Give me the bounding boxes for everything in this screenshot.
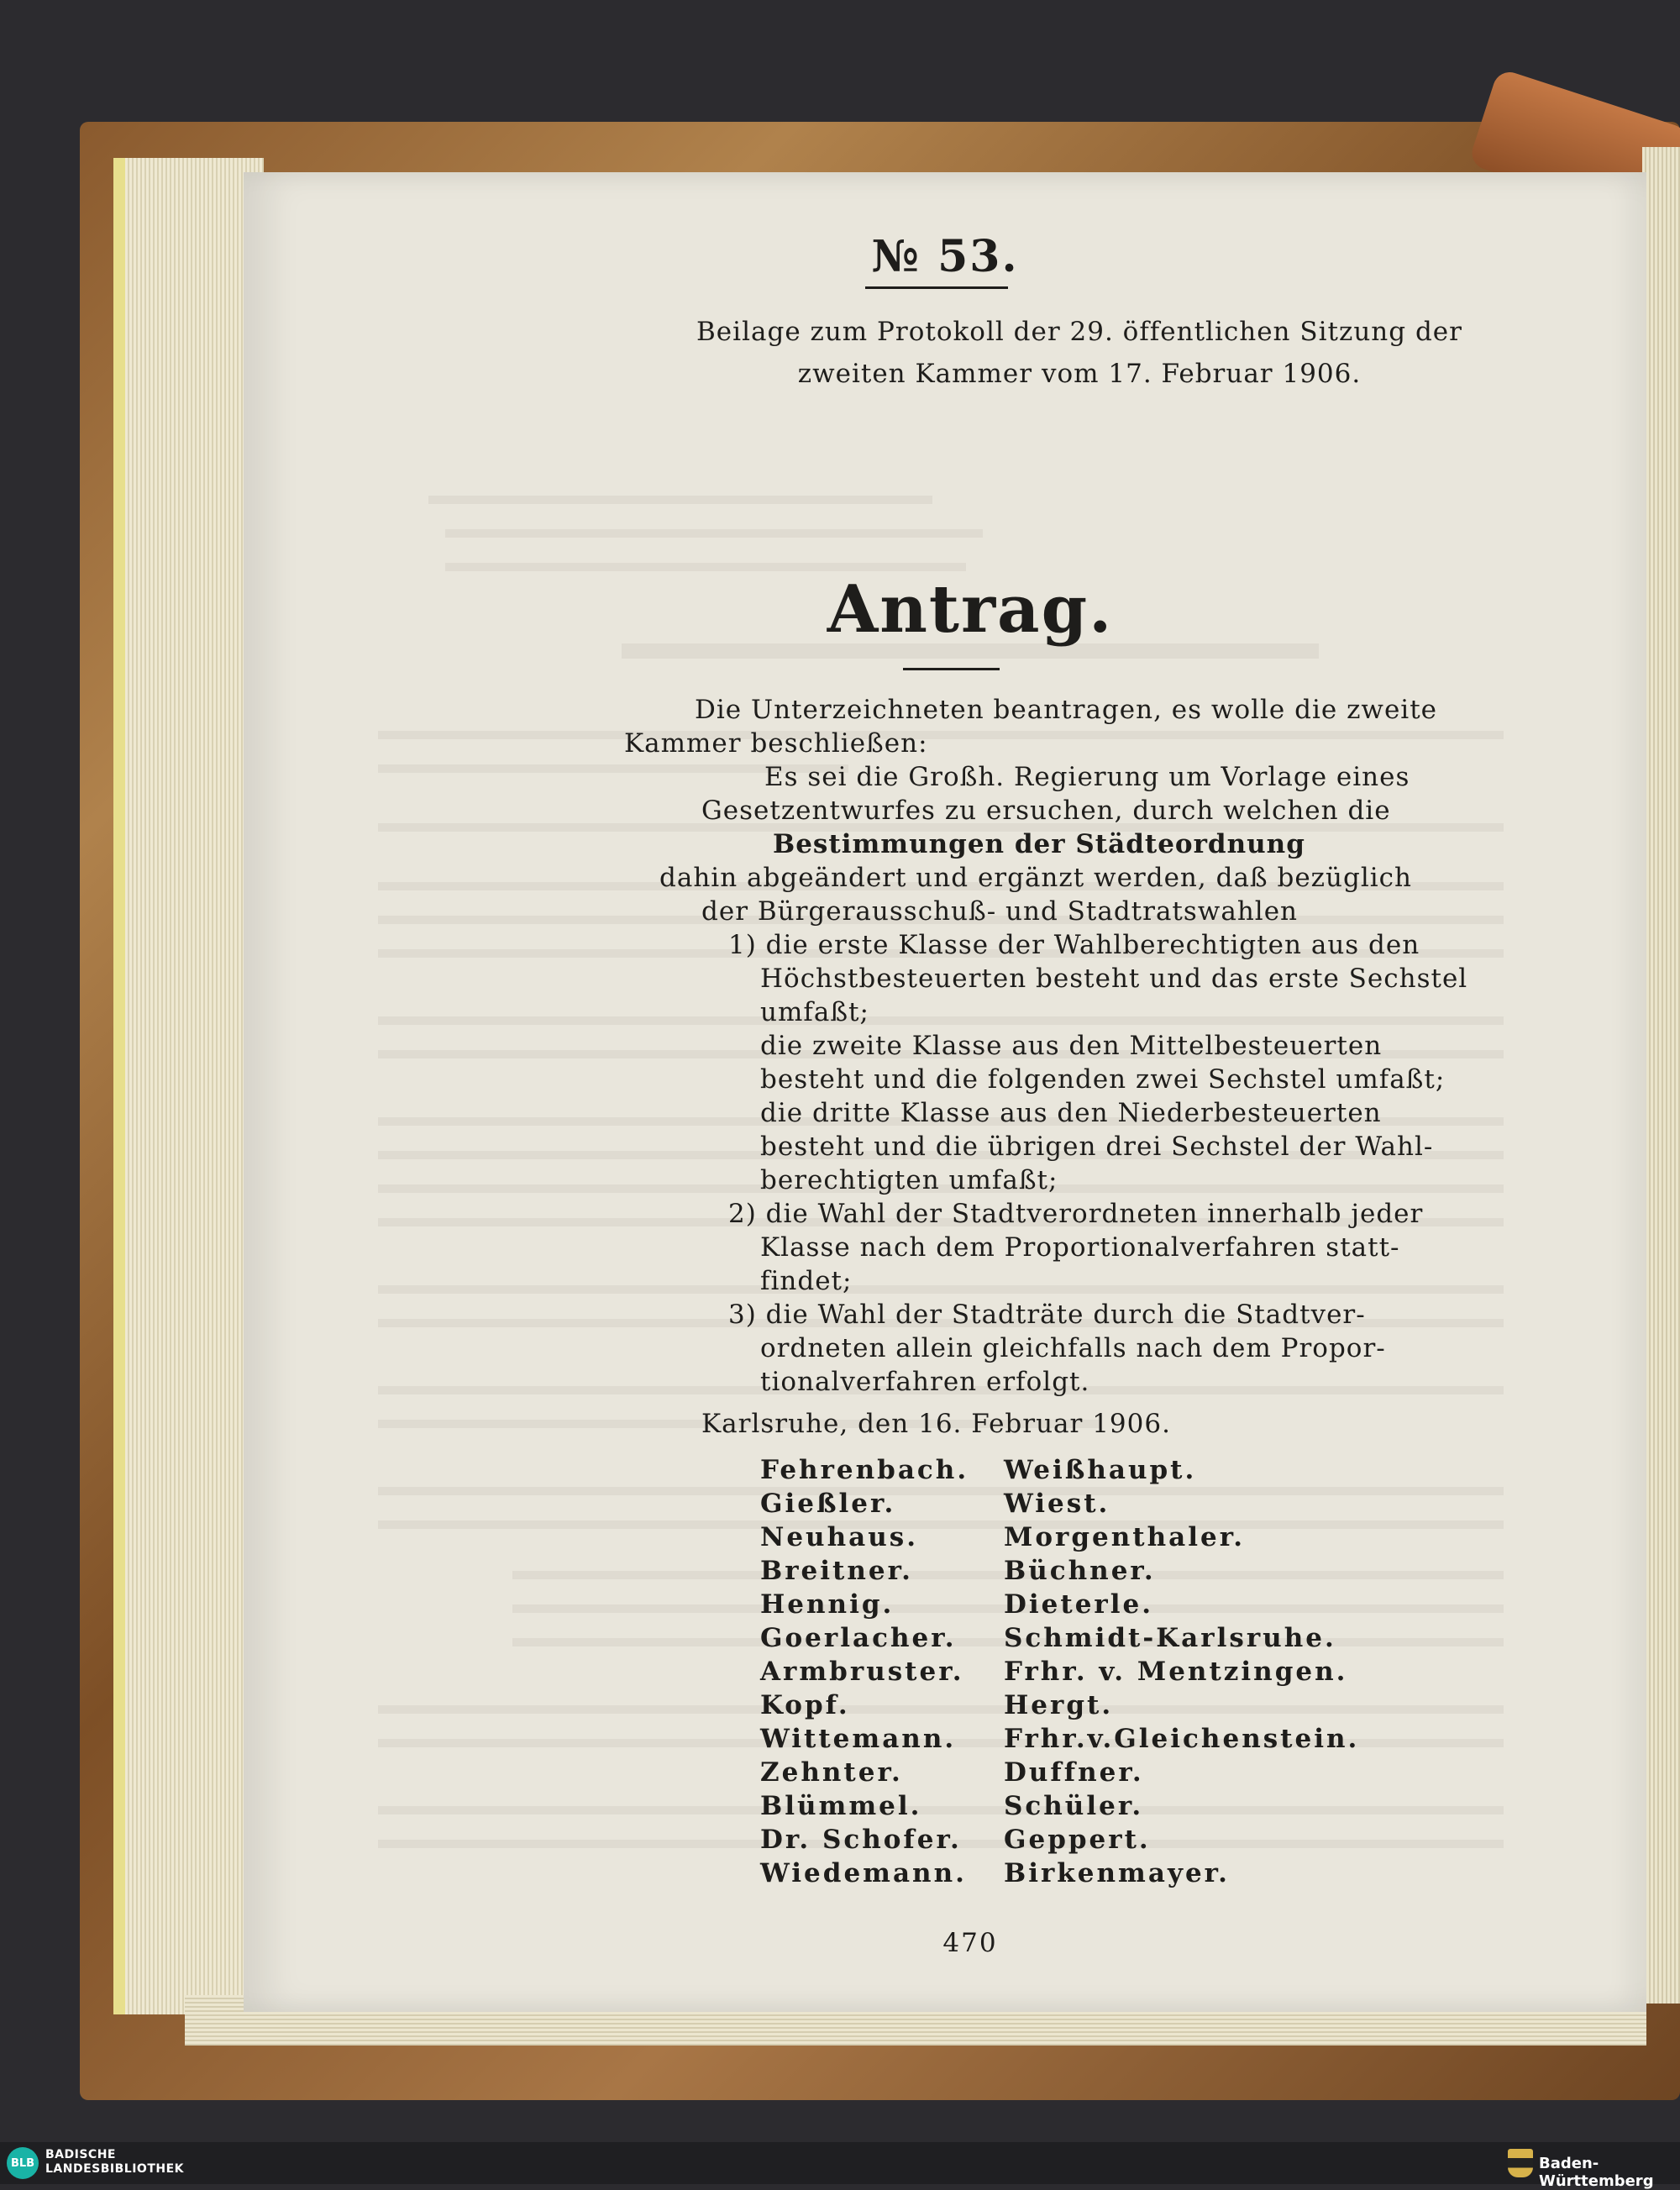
body-line: dahin abgeändert und ergänzt werden, daß bezüglich	[659, 863, 1412, 893]
library-name-line: BADISCHE	[45, 2148, 116, 2161]
body-line: 3) die Wahl der Stadträte durch die Stadtver-	[728, 1300, 1366, 1330]
body-line: Bestimmungen der Städteordnung	[773, 829, 1305, 859]
signatory-right: Frhr.v.Gleichenstein.	[1004, 1724, 1360, 1754]
signatory-right: Morgenthaler.	[1004, 1522, 1245, 1552]
body-line: umfaßt;	[760, 997, 869, 1027]
body-line: Kammer beschließen:	[624, 728, 928, 759]
supplement-line: zweiten Kammer vom 17. Februar 1906.	[797, 359, 1362, 389]
signatory-left: Blümmel.	[760, 1791, 922, 1821]
signatory-right: Geppert.	[1004, 1825, 1151, 1855]
signatory-right: Schmidt-Karlsruhe.	[1004, 1623, 1336, 1653]
signatory-right: Duffner.	[1004, 1757, 1144, 1788]
body-line: besteht und die übrigen drei Sechstel der Wahl-	[760, 1132, 1434, 1162]
body-line: besteht und die folgenden zwei Sechstel umfaßt;	[760, 1064, 1446, 1095]
body-line: ordneten allein gleichfalls nach dem Propor-	[760, 1333, 1386, 1363]
signatory-right: Frhr. v. Mentzingen.	[1004, 1657, 1348, 1687]
signatory-left: Wittemann.	[760, 1724, 957, 1754]
state-crest-icon	[1508, 2149, 1533, 2177]
body-line: Klasse nach dem Proportionalverfahren statt-	[760, 1232, 1400, 1263]
signatory-right: Hergt.	[1004, 1690, 1114, 1720]
document-page	[244, 172, 1646, 2012]
signatory-right: Dieterle.	[1004, 1589, 1154, 1620]
signatory-right: Schüler.	[1004, 1791, 1144, 1821]
signatory-left: Goerlacher.	[760, 1623, 957, 1653]
body-line: Es sei die Großh. Regierung um Vorlage eines	[764, 762, 1410, 792]
state-name: Baden-Württemberg	[1539, 2155, 1654, 2190]
signatory-left: Breitner.	[760, 1556, 913, 1586]
signatory-left: Kopf.	[760, 1690, 850, 1720]
signatory-right: Wiest.	[1004, 1489, 1110, 1519]
signatory-left: Dr. Schofer.	[760, 1825, 962, 1855]
footer-bar	[0, 2142, 1680, 2190]
blb-logo-icon: BLB	[7, 2147, 39, 2179]
library-name-line: LANDESBIBLIOTHEK	[45, 2162, 185, 2176]
page-number: 470	[942, 1928, 998, 1958]
document-heading: Antrag.	[827, 571, 1114, 648]
signatory-left: Fehrenbach.	[760, 1455, 969, 1485]
signatory-left: Hennig.	[760, 1589, 895, 1620]
page-edges-left	[113, 158, 264, 2014]
body-line: der Bürgerausschuß- und Stadtratswahlen	[701, 896, 1299, 927]
signatory-right: Birkenmayer.	[1004, 1858, 1230, 1888]
body-line: Gesetzentwurfes zu ersuchen, durch welchen die	[701, 796, 1391, 826]
page-edges-right	[1642, 147, 1680, 2004]
body-line: 2) die Wahl der Stadtverordneten innerhalb jeder	[728, 1199, 1424, 1229]
signatory-right: Büchner.	[1004, 1556, 1156, 1586]
signatory-left: Gießler.	[760, 1489, 896, 1519]
supplement-line: Beilage zum Protokoll der 29. öffentlichen Sitzung der	[696, 317, 1462, 347]
signatory-right: Weißhaupt.	[1004, 1455, 1197, 1485]
body-line: Höchstbesteuerten besteht und das erste Sechstel	[760, 964, 1468, 994]
body-line: Die Unterzeichneten beantragen, es wolle die zweite	[695, 695, 1438, 725]
body-line: berechtigten umfaßt;	[760, 1165, 1058, 1195]
supplement-text	[664, 311, 1495, 395]
signatory-left: Wiedemann.	[760, 1858, 967, 1888]
body-line: die zweite Klasse aus den Mittelbesteuerten	[760, 1031, 1383, 1061]
body-line: tionalverfahren erfolgt.	[760, 1367, 1090, 1397]
place-date: Karlsruhe, den 16. Februar 1906.	[701, 1409, 1171, 1439]
page-content	[244, 172, 1646, 2012]
body-line: 1) die erste Klasse der Wahlberechtigten aus den	[728, 930, 1420, 960]
body-line: findet;	[760, 1266, 853, 1296]
signatory-left: Neuhaus.	[760, 1522, 919, 1552]
library-name	[45, 2148, 184, 2177]
signatory-left: Armbruster.	[760, 1657, 964, 1687]
signatory-left: Zehnter.	[760, 1757, 903, 1788]
body-line: die dritte Klasse aus den Niederbesteuerten	[760, 1098, 1382, 1128]
document-number: № 53.	[244, 231, 1646, 282]
heading-rule	[903, 668, 1000, 670]
